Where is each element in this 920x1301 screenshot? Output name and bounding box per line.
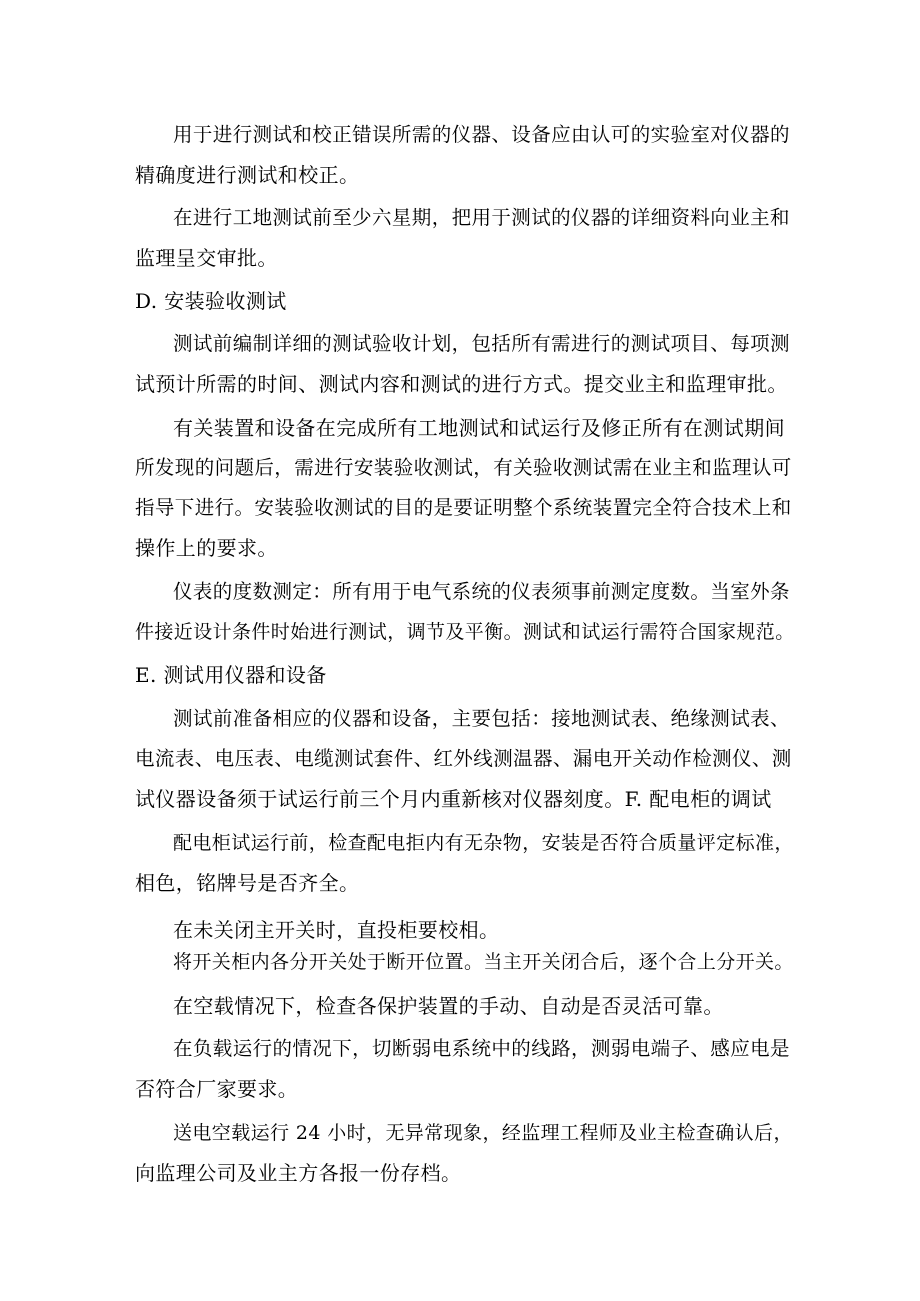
paragraph-line: 在进行工地测试前至少六星期，把用于测试的仪器的详细资料向业主和	[173, 206, 790, 229]
section-heading: D. 安装验收测试	[135, 289, 287, 313]
paragraph-line: 监理呈交审批。	[135, 246, 278, 270]
paragraph-line: 有关装置和设备在完成所有工地测试和试运行及修正所有在测试期间	[173, 416, 785, 440]
paragraph-line: 测试前编制详细的测试验收计划，包括所有需进行的测试项目、每项测	[173, 332, 790, 355]
paragraph-line: 送电空载运行 24 小时，无异常现象，经监理工程师及业主检查确认后，	[173, 1122, 793, 1144]
paragraph-line: 在空载情况下，检查各保护装置的手动、自动是否灵活可靠。	[173, 994, 724, 1018]
paragraph-line: 测试前准备相应的仪器和设备，主要包括：接地测试表、绝缘测试表、	[173, 707, 790, 730]
paragraph-line: 电流表、电压表、电缆测试套件、红外线测温器、漏电开关动作检测仪、测	[135, 747, 792, 770]
paragraph-line: 操作上的要求。	[135, 536, 278, 560]
paragraph-line: 试仪器设备须于试运行前三个月内重新核对仪器刻度。F. 配电柜的调试	[135, 787, 772, 811]
section-heading: E. 测试用仪器和设备	[135, 663, 327, 687]
paragraph-line: 在负载运行的情况下，切断弱电系统中的线路，测弱电端子、感应电是	[173, 1037, 790, 1060]
paragraph-line: 所发现的问题后，需进行安装验收测试，有关验收测试需在业主和监理认可	[135, 456, 792, 479]
paragraph-line: 否符合厂家要求。	[135, 1077, 299, 1101]
paragraph-line: 试预计所需的时间、测试内容和测试的进行方式。提交业主和监理审批。	[135, 372, 788, 396]
paragraph-line: 在未关闭主开关时，直投柜要校相。	[173, 918, 500, 942]
paragraph-line: 精确度进行测试和校正。	[135, 163, 360, 187]
paragraph-line: 将开关柜内各分开关处于断开位置。当主开关闭合后，逐个合上分开关。	[173, 951, 794, 973]
paragraph-line: 配电柜试运行前，检查配电拒内有无杂物，安装是否符合质量评定标准，	[173, 832, 794, 854]
paragraph-line: 用于进行测试和校正错误所需的仪器、设备应由认可的实验室对仪器的	[173, 123, 790, 146]
paragraph-line: 指导下进行。安装验收测试的目的是要证明整个系统装置完全符合技术上和	[135, 496, 792, 519]
paragraph-line: 相色，铭牌号是否齐全。	[135, 871, 360, 895]
paragraph-line: 向监理公司及业主方各报一份存档。	[135, 1161, 462, 1185]
paragraph-line: 仪表的度数测定：所有用于电气系统的仪表须事前测定度数。当室外条	[173, 580, 790, 603]
paragraph-line: 件接近设计条件时始进行测试，调节及平衡。测试和试运行需符合国家规范。	[135, 621, 795, 643]
